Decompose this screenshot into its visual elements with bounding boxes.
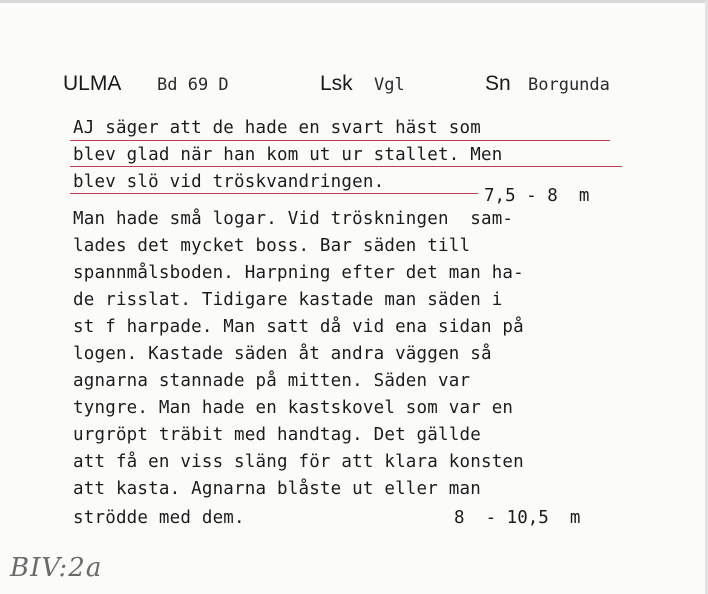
volume-label: Bd 69 D (157, 75, 229, 95)
handwritten-signum: BIV:2a (10, 553, 103, 583)
text-line-3: blev slö vid tröskvandringen. (73, 172, 385, 192)
landskap-value: Vgl (374, 75, 405, 95)
text-line-12: urgröpt träbit med handtag. Det gällde (73, 425, 481, 445)
text-line-2: blev glad när han kom ut ur stallet. Men (73, 145, 503, 165)
measurement-1: 7,5 - 8 m (484, 186, 590, 206)
text-line-15: strödde med dem. (73, 508, 245, 528)
card-top-edge (0, 0, 708, 3)
text-line-5: lades det mycket boss. Bar säden till (73, 236, 471, 256)
text-line-10: agnarna stannade på mitten. Säden var (73, 371, 471, 391)
text-line-8: st f harpade. Man satt då vid ena sidan på (73, 317, 524, 337)
archive-name: ULMA (63, 72, 122, 95)
underline-2 (70, 166, 622, 167)
text-line-7: de risslat. Tidigare kastade man säden i (73, 290, 503, 310)
text-line-14: att kasta. Agnarna blåste ut eller man (73, 479, 481, 499)
text-line-13: att få en viss släng för att klara konsten (73, 452, 524, 472)
socken-label: Sn (485, 72, 511, 95)
text-line-9: logen. Kastade säden åt andra väggen så (73, 344, 492, 364)
landskap-label: Lsk (320, 72, 353, 95)
text-line-1: AJ säger att de hade en svart häst som (73, 118, 481, 138)
socken-value: Borgunda (528, 75, 610, 95)
underline-3 (70, 193, 478, 194)
text-line-6: spannmålsboden. Harpning efter det man ha- (73, 263, 524, 283)
text-line-4: Man hade små logar. Vid tröskningen sam- (73, 209, 514, 229)
measurement-2: 8 - 10,5 m (454, 508, 581, 528)
text-line-11: tyngre. Man hade en kastskovel som var en (73, 398, 514, 418)
underline-1 (70, 140, 610, 141)
